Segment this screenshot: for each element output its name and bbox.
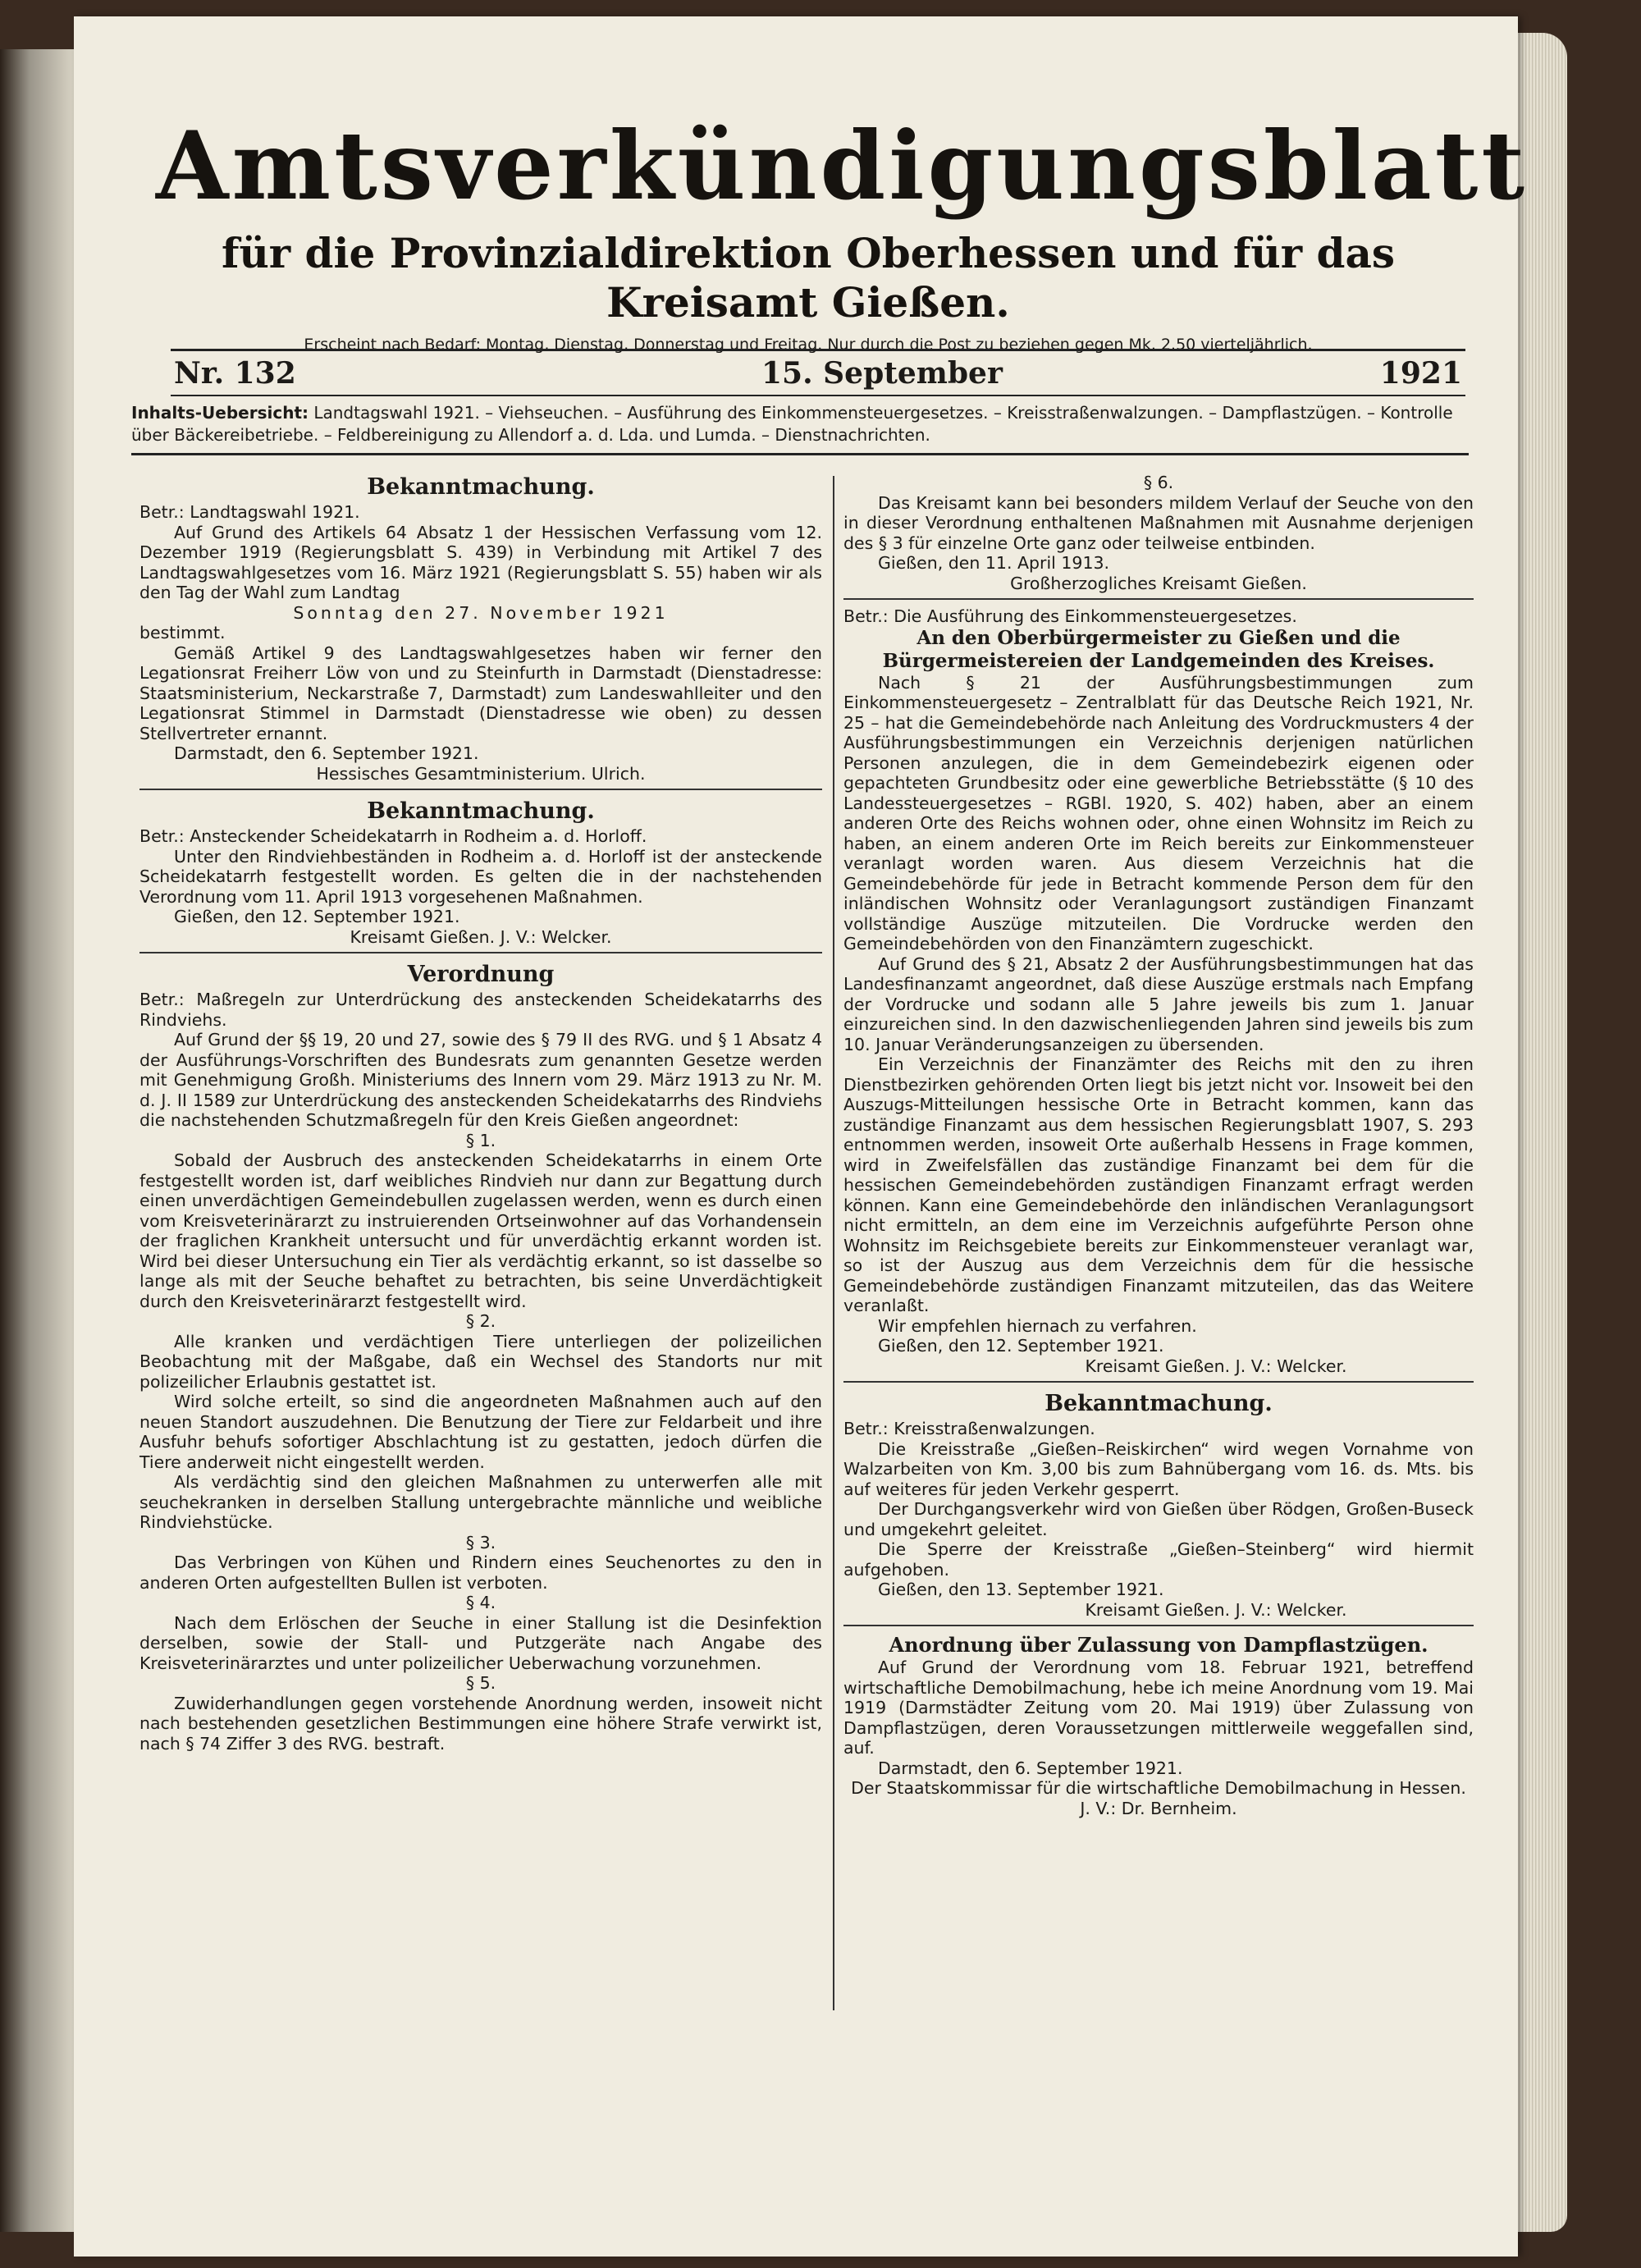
section-text: Wird solche erteilt, so sind die angeordneten Maßnahmen auch auf den neuen Standort auszudehnen. Die Benutzung der Tiere zur Feldarbeit und ihre Ausfuhr behufs sofortiger Abschlachtung ist zu gestatten, jedoch dürfen die Tiere anderweit nicht eingestellt werden. (139, 1392, 822, 1472)
notice-paragraph: Nach § 21 der Ausführungsbestimmungen zum Einkommensteuergesetz – Zentralblatt für das Deutsche Reich 1921, Nr. 25 – hat die Gemeindebehörde nach Anleitung des Vordruckmusters 4 der Ausführungsbestimmungen ein Verzeichnis derjenigen natürlichen Personen anzulegen, die in dem Gemeindebezirk eigenen oder gepachteten Grundbesitz oder eine gewerbliche Betriebsstätte (§ 10 des Landessteuergesetzes – RGBl. 1920, S. 402) haben, aber an einem anderen Orte des Reichs wohnen oder, ohne einen Wohnsitz im Reich zu haben, an einem anderen Orte im Reich bereits zur Einkommensteuer veranlagt worden waren. Aus diesem Verzeichnis hat die Gemeindebehörde für jede in Betracht kommende Person dem für den inländischen Wohnsitz oder Veranlagungsort zuständigen Finanzamt vollständige Auszüge mitzuteilen. Die Vordrucke werden den Gemeindebehörden von den Finanzämtern zugeschickt. (843, 672, 1474, 953)
notice-place-date: Darmstadt, den 6. September 1921. (174, 743, 479, 763)
notice-paragraph: Auf Grund des Artikels 64 Absatz 1 der Hessischen Verfassung vom 12. Dezember 1919 (Regierungsblatt S. 439) in Verbindung mit Artikel 7 des Landtagswahlgesetzes vom 16. März 1921 (Regierungsblatt S. 55) haben wir als den Tag der Wahl zum Landtag (139, 522, 822, 602)
section-number: § 5. (465, 1673, 496, 1693)
notice-place-date: Gießen, den 11. April 1913. (878, 553, 1110, 573)
section-text: Nach dem Erlöschen der Seuche in einer Stallung ist die Desinfektion derselben, sowie der Stall- und Putzgeräte nach Angabe des Kreisveterinärarztes und unter polizeilicher Ueberwachung vorzunehmen. (139, 1612, 822, 1673)
section-rule (139, 789, 822, 790)
notice-paragraph: Auf Grund der Verordnung vom 18. Februar 1921, betreffend wirtschaftliche Demobilmachung, hebe ich meine Anordnung vom 19. Mai 1919 (Darmstädter Zeitung vom 20. Mai 1919) über Zulassung von Dampflastzügen, deren Voraussetzungen mittlerweile weggefallen sind, auf. (843, 1658, 1474, 1758)
section-number: § 4. (465, 1593, 496, 1612)
notice-signature: Hessisches Gesamtministerium. Ulrich. (316, 763, 646, 784)
section-number: § 3. (465, 1532, 496, 1552)
issue-date: 15. September (761, 355, 1003, 391)
section-text: Als verdächtig sind den gleichen Maßnahmen zu unterwerfen alle mit seuchekranken in derselben Stallung untergebrachte männliche und weibliche Rindviehstücke. (139, 1472, 822, 1532)
notice-place-date: Gießen, den 12. September 1921. (878, 1336, 1164, 1356)
election-date: Sonntag den 27. November 1921 (293, 602, 669, 623)
masthead-subtitle: für die Provinzialdirektion Oberhessen und für das Kreisamt Gießen. (221, 229, 1396, 327)
section-text: Alle kranken und verdächtigen Tiere unterliegen der polizeilichen Beobachtung mit der Maßgabe, daß ein Wechsel des Standorts nur mit polizeilicher Erlaubnis gestattet ist. (139, 1331, 822, 1392)
section-text: Sobald der Ausbruch des ansteckenden Scheidekatarrhs in einem Orte festgestellt worden ist, darf weibliches Rindvieh nur dann zur Begattung durch einen unverdächtigen Gemeindebullen zugelassen werden, wenn es durch einen vom Kreisveterinärarzt zu instruierenden Ortseinwohner auf das Vorhandensein der fraglichen Krankheit untersucht und für unverdächtig erkannt worden ist. Wird bei dieser Untersuchung ein Tier als verdächtig erkannt, so ist dasselbe so lange als mit der Seuche behaftet zu betrachten, bis seine Unverdächtigkeit durch den Kreisveterinärarzt festgestellt wird. (139, 1150, 822, 1311)
column-divider (833, 476, 834, 2010)
masthead-title: Amtsverkündigungsblatt (156, 111, 1529, 221)
notice-signature: Kreisamt Gießen. J. V.: Welcker. (1085, 1356, 1347, 1376)
table-of-contents (131, 402, 1469, 455)
notice-subject: Betr.: Landtagswahl 1921. (139, 502, 360, 522)
section-text: Das Kreisamt kann bei besonders mildem Verlauf der Seuche von den in dieser Verordnung enthaltenen Maßnahmen mit Ausnahme derjenigen des § 3 für einzelne Orte ganz oder teilweise entbinden. (843, 492, 1474, 553)
masthead (156, 111, 1529, 354)
notice-paragraph: Der Durchgangsverkehr wird von Gießen über Rödgen, Großen-Buseck und umgekehrt geleitet. (843, 1499, 1474, 1539)
section-number: § 2. (465, 1311, 496, 1331)
notice-heading: Anordnung über Zulassung von Dampflastzügen. (889, 1633, 1428, 1657)
section-rule (843, 598, 1474, 600)
notice-paragraph: Ein Verzeichnis der Finanzämter des Reichs mit den zu ihren Dienstbezirken gehörenden Orten liegt bis jetzt nicht vor. Insoweit bei den Auszugs-Mitteilungen hessische Orte in Betracht kommen, kann das zuständige Finanzamt aus dem hessischen Regierungsblatt 1907, S. 293 entnommen werden, insoweit Orte außerhalb Hessens in Frage kommen, wird in Zweifelsfällen das zuständige Finanzamt bei dem für die hessischen Gemeindebehörden zuständigen Finanzamt erfragt werden können. Kann eine Gemeindebehörde den inländischen Veranlagungsort nicht ermitteln, an dem eine im Verzeichnis aufgeführte Person ohne Wohnsitz im Reichsgebiete bereits zur Einkommensteuer veranlagt war, so ist der Auszug aus dem Verzeichnis dem für die hessische Gemeindebehörde zuständigen Finanzamt mitzuteilen, das das Weitere veranlaßt. (843, 1054, 1474, 1315)
section-number: § 1. (465, 1130, 496, 1150)
notice-signature: Großherzogliches Kreisamt Gießen. (1010, 573, 1307, 593)
notice-signature: Kreisamt Gießen. J. V.: Welcker. (350, 926, 612, 947)
notice-paragraph: Wir empfehlen hiernach zu verfahren. (878, 1315, 1197, 1336)
section-rule (843, 1625, 1474, 1626)
left-column (139, 473, 822, 1754)
ordinance-paragraph: Auf Grund der §§ 19, 20 und 27, sowie des § 79 II des RVG. und § 1 Absatz 4 der Ausführungs-Vorschriften des Bundesrats zum genannten Gesetze werden mit Genehmigung Großh. Ministeriums des Innern vom 29. März 1913 zu Nr. M. d. J. II 1589 zur Unterdrückung des ansteckenden Scheidekatarrhs des Rindviehs die nachstehenden Schutzmaßregeln für den Kreis Gießen angeordnet: (139, 1030, 822, 1130)
masthead-note: Erscheint nach Bedarf: Montag, Dienstag, Donnerstag und Freitag. Nur durch die Post zu beziehen gegen Mk. 2.50 vierteljährlich. (304, 336, 1313, 354)
notice-heading: An den Oberbürgermeister zu Gießen und die Bürgermeistereien der Landgemeinden des Kreises. (882, 626, 1435, 672)
notice-heading: Bekanntmachung. (367, 474, 595, 500)
notice-heading: Bekanntmachung. (367, 798, 595, 824)
section-rule (843, 1381, 1474, 1383)
notice-subject: Betr.: Kreisstraßenwalzungen. (843, 1419, 1095, 1438)
notice-paragraph: Unter den Rindviehbeständen in Rodheim a. d. Horloff ist der ansteckende Scheidekatarrh festgestellt worden. Es gelten die in der nachstehenden Verordnung vom 11. April 1913 vorgesehenen Maßnahmen. (139, 846, 822, 907)
notice-paragraph: Gemäß Artikel 9 des Landtagswahlgesetzes haben wir ferner den Legationsrat Freiherr Löw von und zu Steinfurth in Darmstadt (Dienstadresse: Staatsministerium, Neckarstraße 7, Darmstadt) zum Landeswahlleiter und den Legationsrat Stimmel in Darmstadt (Dienstadresse wie oben) zu dessen Stellvertreter ernannt. (139, 642, 822, 743)
ordinance-subject: Betr.: Maßregeln zur Unterdrückung des ansteckenden Scheidekatarrhs des Rindviehs. (139, 990, 822, 1030)
issue-line (171, 349, 1465, 396)
section-number: § 6. (1143, 473, 1174, 492)
notice-place-date: Gießen, den 12. September 1921. (174, 907, 460, 926)
notice-subject: Betr.: Die Ausführung des Einkommensteuergesetzes. (843, 606, 1297, 626)
book-binding-left (0, 49, 74, 2232)
notice-heading: Bekanntmachung. (1044, 1391, 1273, 1416)
notice-paragraph: Die Kreisstraße „Gießen–Reiskirchen“ wird wegen Vornahme von Walzarbeiten von Km. 3,00 bis zum Bahnübergang vom 16. ds. Mts. bis auf weiteres für jeden Verkehr gesperrt. (843, 1438, 1474, 1499)
section-rule (139, 952, 822, 953)
notice-signature: Kreisamt Gießen. J. V.: Welcker. (1085, 1599, 1347, 1620)
newspaper-page (74, 16, 1529, 2257)
notice-place-date: Darmstadt, den 6. September 1921. (878, 1758, 1183, 1778)
issue-year: 1921 (1379, 355, 1462, 391)
issue-number: Nr. 132 (174, 355, 296, 391)
notice-signature: Der Staatskommissar für die wirtschaftliche Demobilmachung in Hessen. J. V.: Dr. Bernheim. (851, 1778, 1466, 1818)
notice-place-date: Gießen, den 13. September 1921. (878, 1580, 1164, 1599)
ordinance-heading: Verordnung (407, 962, 555, 987)
contents-text: Landtagswahl 1921. – Viehseuchen. – Ausführung des Einkommensteuergesetzes. – Kreisstraßenwalzungen. – Dampflastzügen. – Kontrolle über Bäckereibetriebe. – Feldbereinigung zu Allendorf a. d. Lda. und Lumda. – Dienstnachrichten. (131, 403, 1453, 445)
right-column (843, 473, 1474, 1818)
notice-paragraph: Die Sperre der Kreisstraße „Gießen–Steinberg“ wird hiermit aufgehoben. (843, 1539, 1474, 1580)
section-text: Zuwiderhandlungen gegen vorstehende Anordnung werden, insoweit nicht nach bestehenden gesetzlichen Bestimmungen eine höhere Strafe verwirkt ist, nach § 74 Ziffer 3 des RVG. bestraft. (139, 1693, 822, 1754)
notice-paragraph: bestimmt. (139, 623, 226, 642)
contents-label: Inhalts-Uebersicht: (131, 403, 309, 423)
notice-subject: Betr.: Ansteckender Scheidekatarrh in Rodheim a. d. Horloff. (139, 826, 647, 846)
section-text: Das Verbringen von Kühen und Rindern eines Seuchenortes zu den in anderen Orten aufgestellten Bullen ist verboten. (139, 1552, 822, 1593)
notice-paragraph: Auf Grund des § 21, Absatz 2 der Ausführungsbestimmungen hat das Landesfinanzamt angeordnet, daß diese Auszüge erstmals nach Empfang der Vordrucke und sodann alle 5 Jahre jeweils bis zum 1. Januar einzureichen sind. In den dazwischenliegenden Jahren sind jeweils bis zum 10. Januar Veränderungsanzeigen zu übersenden. (843, 953, 1474, 1054)
